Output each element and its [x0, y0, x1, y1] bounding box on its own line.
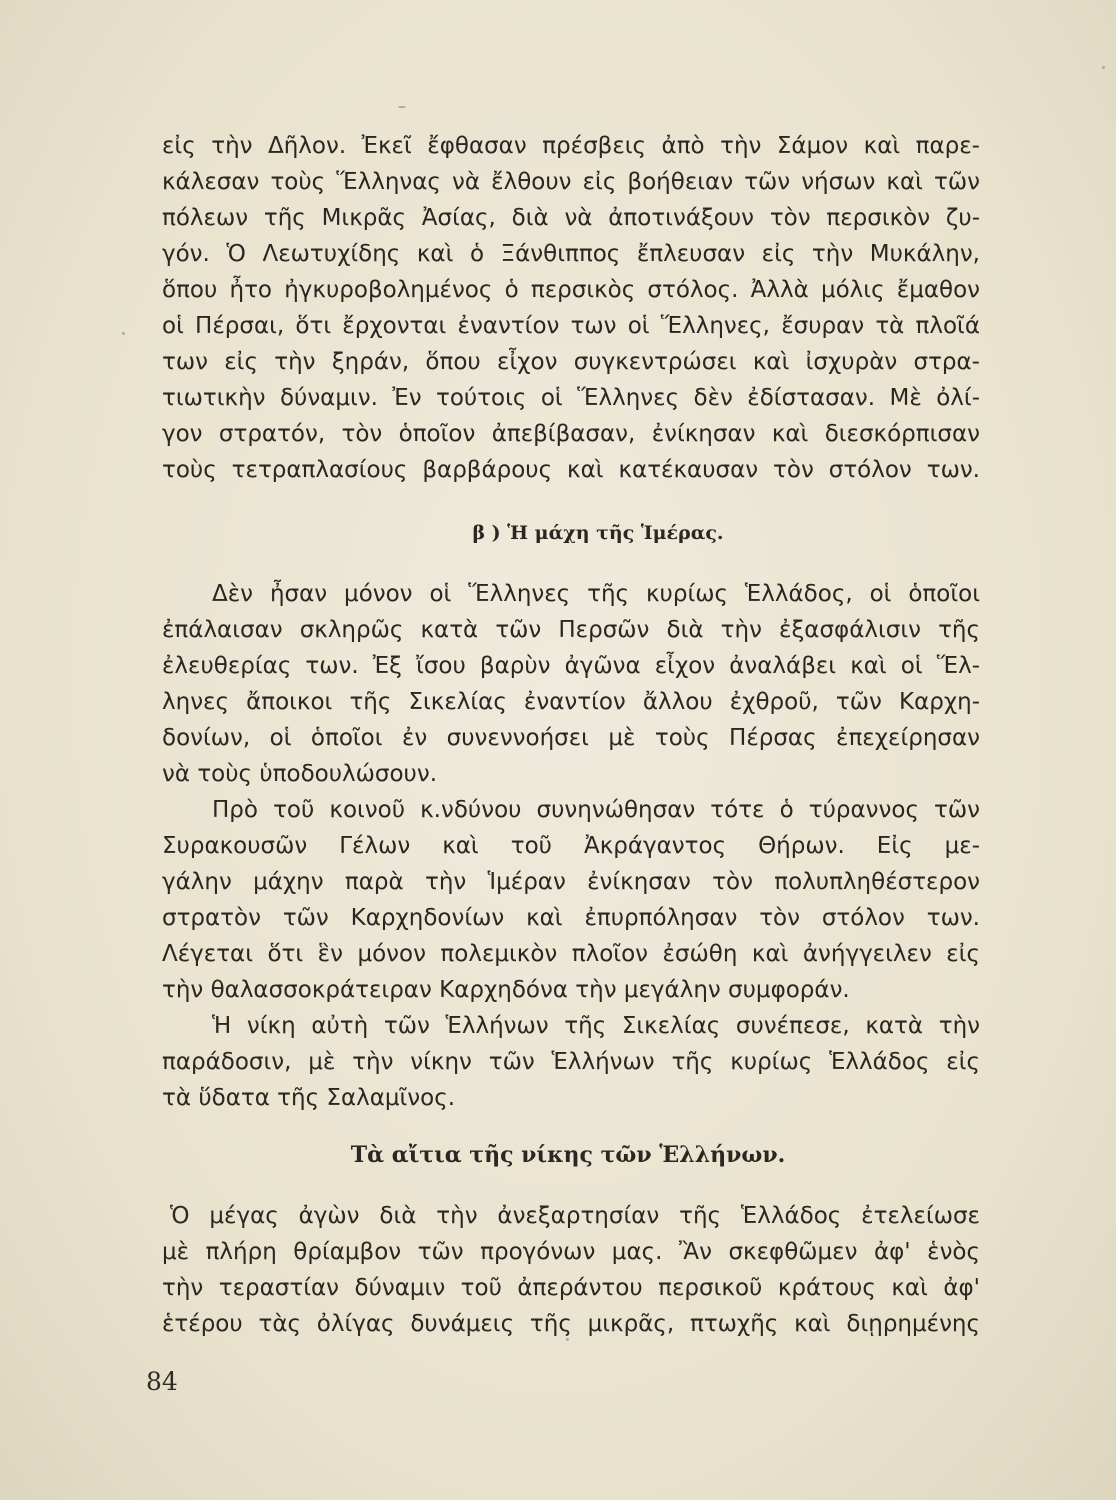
paragraph-himera	[162, 576, 980, 1116]
text-line: τὰ ὕδατα τῆς Σαλαμῖνος.	[162, 1085, 456, 1111]
print-speck	[122, 332, 125, 335]
text-line: Ἡ νίκη αὐτὴ τῶν Ἑλλήνων τῆς Σικελίας συνέπεσε, κατὰ τὴν	[212, 1013, 980, 1039]
text-line: ἐπάλαισαν σκληρῶς κατὰ τῶν Περσῶν διὰ τὴν ἐξασφάλισιν τῆς	[162, 617, 980, 643]
text-line: στρατὸν τῶν Καρχηδονίων καὶ ἐπυρπόλησαν τὸν στόλον των.	[162, 905, 980, 931]
print-speck	[566, 1338, 569, 1341]
text-line: πόλεων τῆς Μικρᾶς Ἀσίας, διὰ νὰ ἀποτινάξουν τὸν περσικὸν ζυ-	[162, 205, 980, 231]
text-line: γον στρατόν, τὸν ὁποῖον ἀπεβίβασαν, ἐνίκησαν καὶ διεσκόρπισαν	[162, 421, 980, 447]
paragraph-causes	[162, 1198, 980, 1342]
text-line: παράδοσιν, μὲ τὴν νίκην τῶν Ἑλλήνων τῆς κυρίως Ἑλλάδος εἰς	[162, 1049, 980, 1075]
text-line: Συρακουσῶν Γέλων καὶ τοῦ Ἀκράγαντος Θήρων. Εἰς με-	[162, 833, 980, 859]
text-line: δονίων, οἱ ὁποῖοι ἐν συνεννοήσει μὲ τοὺς Πέρσας ἐπεχείρησαν	[162, 725, 980, 751]
page-number: 84	[146, 1367, 178, 1396]
text-line: Ὁ μέγας ἀγὼν διὰ τὴν ἀνεξαρτησίαν τῆς Ἑλλάδος ἐτελείωσε	[170, 1203, 980, 1229]
paragraph-mycale	[162, 128, 980, 488]
text-line: νὰ τοὺς ὑποδουλώσουν.	[162, 761, 438, 787]
text-line: κάλεσαν τοὺς Ἕλληνας νὰ ἔλθουν εἰς βοήθειαν τῶν νήσων καὶ τῶν	[162, 169, 980, 195]
text-line: Λέγεται ὅτι ἓν μόνον πολεμικὸν πλοῖον ἐσώθη καὶ ἀνήγγειλεν εἰς	[162, 941, 980, 967]
text-line: γόν. Ὁ Λεωτυχίδης καὶ ὁ Ξάνθιππος ἔπλευσαν εἰς τὴν Μυκάλην,	[162, 241, 980, 267]
text-line: ἑτέρου τὰς ὀλίγας δυνάμεις τῆς μικρᾶς, πτωχῆς καὶ διῃρημένης	[162, 1311, 980, 1337]
text-line: Δὲν ἦσαν μόνον οἱ Ἕλληνες τῆς κυρίως Ἑλλάδος, οἱ ὁποῖοι	[212, 581, 980, 607]
text-line: μὲ πλήρη θρίαμβον τῶν προγόνων μας. Ἂν σκεφθῶμεν ἀφ' ἑνὸς	[162, 1239, 980, 1265]
text-line: τιωτικὴν δύναμιν. Ἐν τούτοις οἱ Ἕλληνες δὲν ἐδίστασαν. Μὲ ὀλί-	[162, 385, 980, 411]
print-speck	[398, 106, 406, 108]
text-line: Πρὸ τοῦ κοινοῦ κ.νδύνου συνηνώθησαν τότε ὁ τύραννος τῶν	[212, 797, 980, 823]
text-line: ἐλευθερίας των. Ἐξ ἴσου βαρὺν ἀγῶνα εἶχον ἀναλάβει καὶ οἱ Ἕλ-	[162, 653, 980, 679]
text-line: τὴν θαλασσοκράτειραν Καρχηδόνα τὴν μεγάλην συμφοράν.	[162, 977, 850, 1003]
text-line: οἱ Πέρσαι, ὅτι ἔρχονται ἐναντίον των οἱ Ἕλληνες, ἔσυραν τὰ πλοῖά	[162, 313, 980, 339]
text-line: τὴν τεραστίαν δύναμιν τοῦ ἀπεράντου περσικοῦ κράτους καὶ ἀφ'	[162, 1275, 980, 1301]
text-line: ληνες ἄποικοι τῆς Σικελίας ἐναντίον ἄλλου ἐχθροῦ, τῶν Καρχη-	[162, 689, 980, 715]
print-speck	[1102, 66, 1105, 69]
text-line: γάλην μάχην παρὰ τὴν Ἱμέραν ἐνίκησαν τὸν πολυπληθέστερον	[162, 869, 980, 895]
text-line: ὅπου ἦτο ἠγκυροβολημένος ὁ περσικὸς στόλος. Ἀλλὰ μόλις ἔμαθον	[162, 277, 980, 303]
section-heading-causes: Τὰ αἴτια τῆς νίκης τῶν Ἑλλήνων.	[350, 1142, 786, 1168]
section-heading-himera: β ) Ἡ μάχη τῆς Ἱμέρας.	[472, 522, 724, 544]
text-line: των εἰς τὴν ξηράν, ὅπου εἶχον συγκεντρώσει καὶ ἰσχυρὰν στρα-	[162, 349, 980, 375]
text-line: τοὺς τετραπλασίους βαρβάρους καὶ κατέκαυσαν τὸν στόλον των.	[162, 457, 980, 483]
text-line: εἰς τὴν Δῆλον. Ἐκεῖ ἔφθασαν πρέσβεις ἀπὸ τὴν Σάμον καὶ παρε-	[162, 133, 980, 159]
